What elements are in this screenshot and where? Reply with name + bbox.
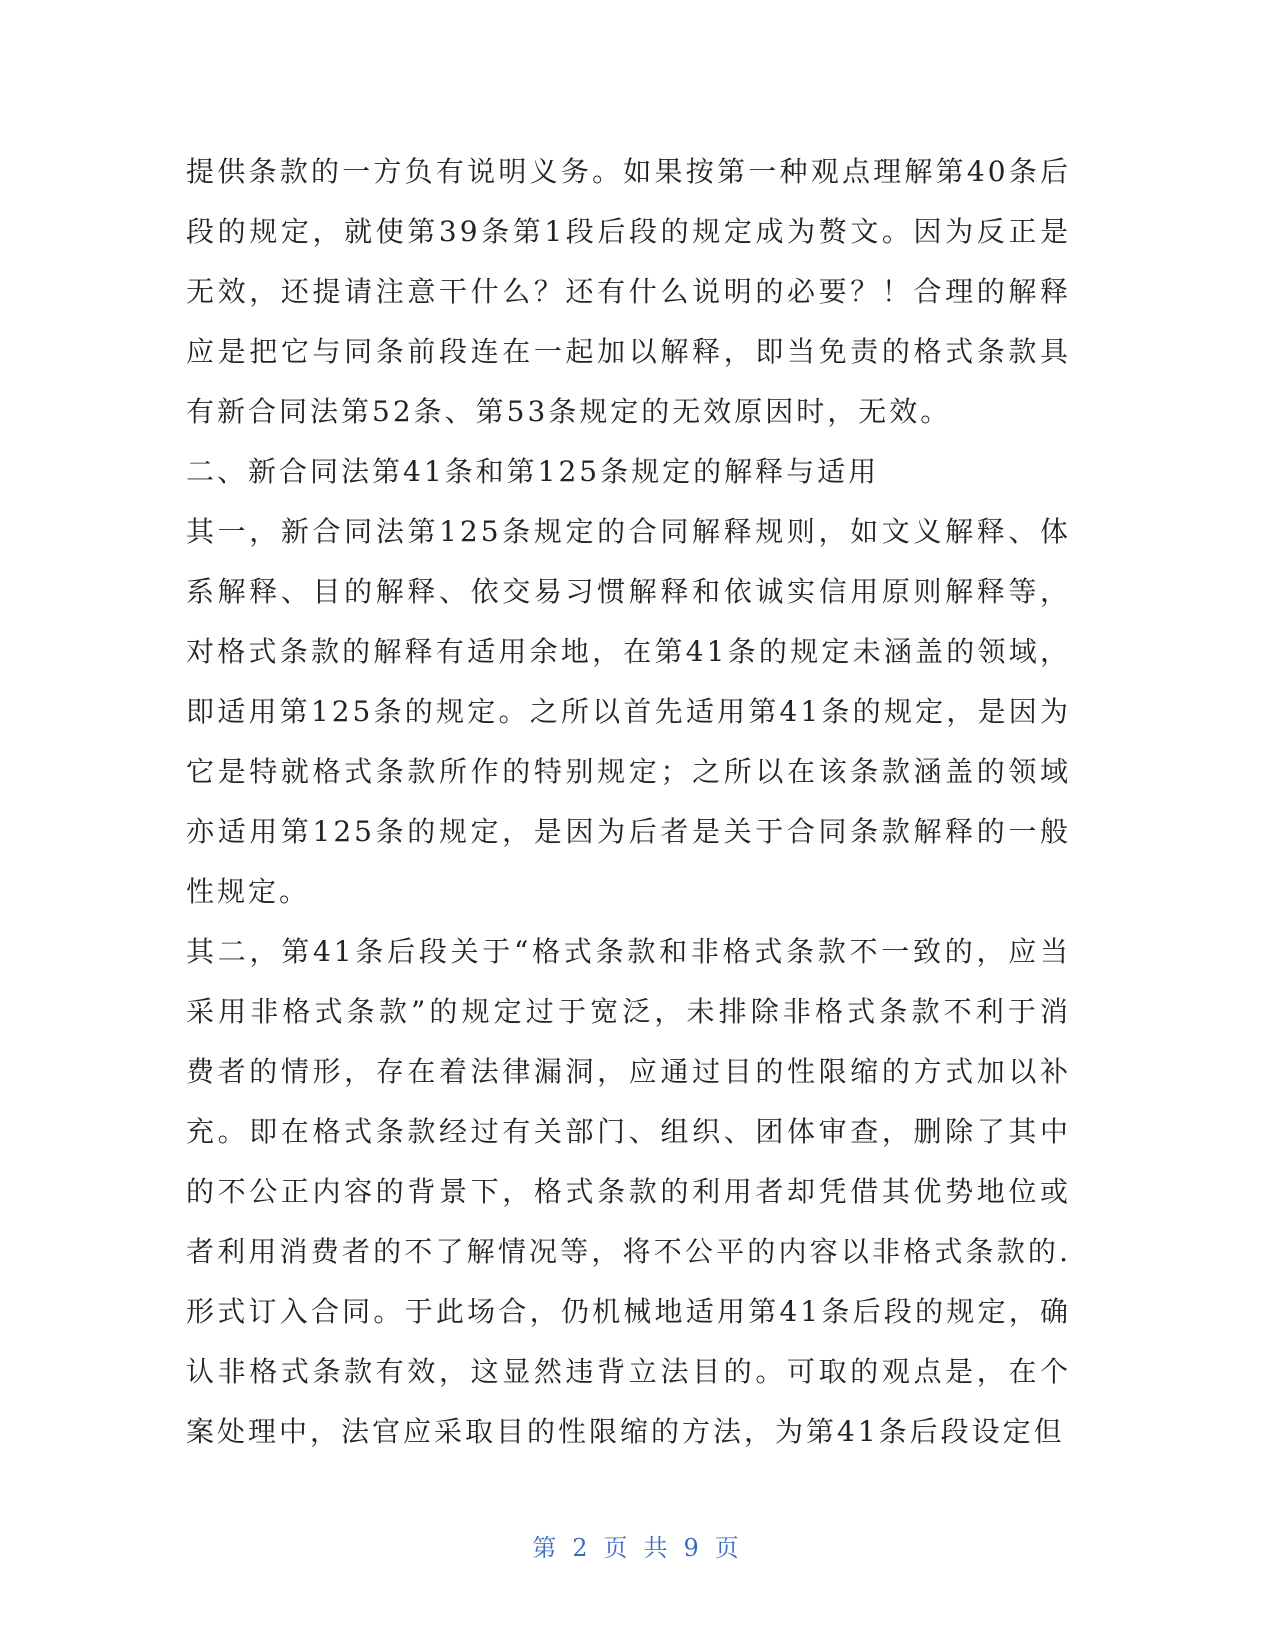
- page-number-footer: [0, 1528, 1275, 1563]
- body-paragraph: 其一，新合同法第125条规定的合同解释规则，如文义解释、体系解释、目的解释、依交易习惯解释和依诚实信用原则解释等，对格式条款的解释有适用余地，在第41条的规定未涵盖的领域，即适用第125条的规定。之所以首先适用第41条的规定，是因为它是特就格式条款所作的特别规定；之所以在该条款涵盖的领域亦适用第125条的规定，是因为后者是关于合同条款解释的一般性规定。: [186, 515, 1071, 908]
- footer-suffix: 页: [714, 1534, 743, 1562]
- footer-prefix: 第: [532, 1534, 561, 1562]
- footer-current-page: 2: [572, 1534, 592, 1562]
- section-heading: 二、新合同法第41条和第125条规定的解释与适用: [186, 455, 880, 488]
- footer-total-pages: 9: [683, 1534, 703, 1562]
- body-paragraph: 提供条款的一方负有说明义务。如果按第一种观点理解第40条后段的规定，就使第39条第1段后段的规定成为赘文。因为反正是无效，还提请注意干什么？还有什么说明的必要？！合理的解释应是把它与同条前段连在一起加以解释，即当免责的格式条款具有新合同法第52条、第53条规定的无效原因时，无效。: [186, 155, 1071, 428]
- footer-total-prefix: 共: [643, 1534, 672, 1562]
- document-body: [186, 142, 1071, 1462]
- body-paragraph: 其二，第41条后段关于“格式条款和非格式条款不一致的，应当采用非格式条款”的规定过于宽泛，未排除非格式条款不利于消费者的情形，存在着法律漏洞，应通过目的性限缩的方式加以补充。即在格式条款经过有关部门、组织、团体审查，删除了其中的不公正内容的背景下，格式条款的利用者却凭借其优势地位或者利用消费者的不了解情况等，将不公平的内容以非格式条款的.形式订入合同。于此场合，仍机械地适用第41条后段的规定，确认非格式条款有效，这显然违背立法目的。可取的观点是，在个案处理中，法官应采取目的性限缩的方法，为第41条后段设定但: [186, 935, 1071, 1448]
- footer-page-word: 页: [603, 1534, 632, 1562]
